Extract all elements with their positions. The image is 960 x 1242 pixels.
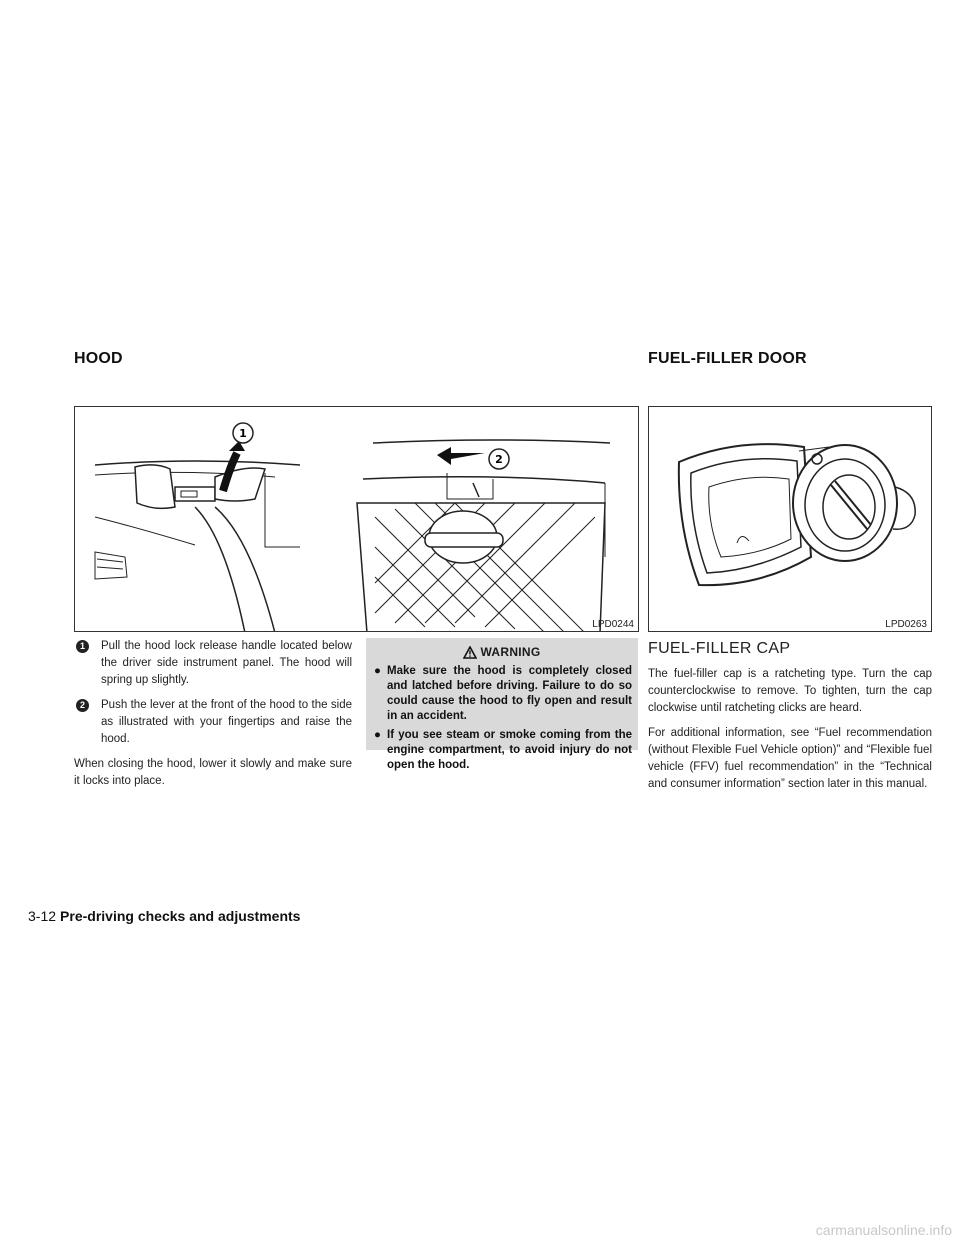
hood-step-2 — [74, 697, 352, 748]
page-footer — [28, 908, 300, 924]
fuel-filler-cap-heading: FUEL-FILLER CAP — [648, 640, 791, 657]
fuel-cap-paragraph-1: The fuel-filler cap is a ratcheting type. Turn the cap counterclockwise to remove. To tighten, turn the cap clockwise until ratcheting clicks are heard. — [648, 668, 932, 714]
hood-release-drawing — [75, 407, 639, 632]
fuel-door-drawing — [649, 407, 932, 632]
figure-code-fuel: LPD0263 — [885, 619, 927, 630]
callout-1: 1 — [239, 427, 247, 440]
watermark: carmanualsonline.info — [815, 1222, 952, 1238]
figure-code-hood: LPD0244 — [592, 619, 634, 630]
hood-closing-text: When closing the hood, lower it slowly and make sure it locks into place. — [74, 758, 352, 787]
fuel-door-illustration — [648, 406, 932, 632]
bullet-icon: ● — [374, 729, 381, 741]
warning-item-1 — [372, 664, 632, 724]
warning-title — [372, 642, 632, 662]
warning-item-2 — [372, 728, 632, 773]
callout-2: 2 — [495, 453, 503, 466]
step-number-2: 2 — [76, 699, 89, 712]
warning-text-2: If you see steam or smoke coming from the engine compartment, to avoid injury do not open the hood. — [387, 729, 632, 771]
heading-fuel-filler-door: FUEL-FILLER DOOR — [648, 350, 807, 367]
warning-triangle-icon — [463, 646, 477, 659]
chapter-title: Pre-driving checks and adjustments — [60, 908, 301, 924]
step-text-2: Push the lever at the front of the hood to the side as illustrated with your fingertips and raise the hood. — [101, 699, 352, 745]
heading-hood: HOOD — [74, 350, 123, 367]
page-number: 3-12 — [28, 908, 57, 924]
fuel-cap-text — [648, 666, 932, 801]
step-text-1: Pull the hood lock release handle located below the driver side instrument panel. The hood will spring up slightly. — [101, 640, 352, 686]
warning-title-text: WARNING — [480, 645, 541, 659]
warning-text-1: Make sure the hood is completely closed and latched before driving. Failure to do so could cause the hood to fly open and result in an accident. — [387, 665, 632, 722]
bullet-icon: ● — [374, 665, 381, 677]
warning-box — [366, 638, 638, 771]
hood-instructions — [74, 638, 352, 798]
step-number-1: 1 — [76, 640, 89, 653]
hood-illustration — [74, 406, 639, 632]
fuel-cap-paragraph-2: For additional information, see “Fuel recommendation (without Flexible Fuel Vehicle option)” and “Flexible fuel vehicle (FFV) fuel recommendation” in the “Technical and consumer information” section later in this manual. — [648, 727, 932, 790]
hood-step-1 — [74, 638, 352, 689]
